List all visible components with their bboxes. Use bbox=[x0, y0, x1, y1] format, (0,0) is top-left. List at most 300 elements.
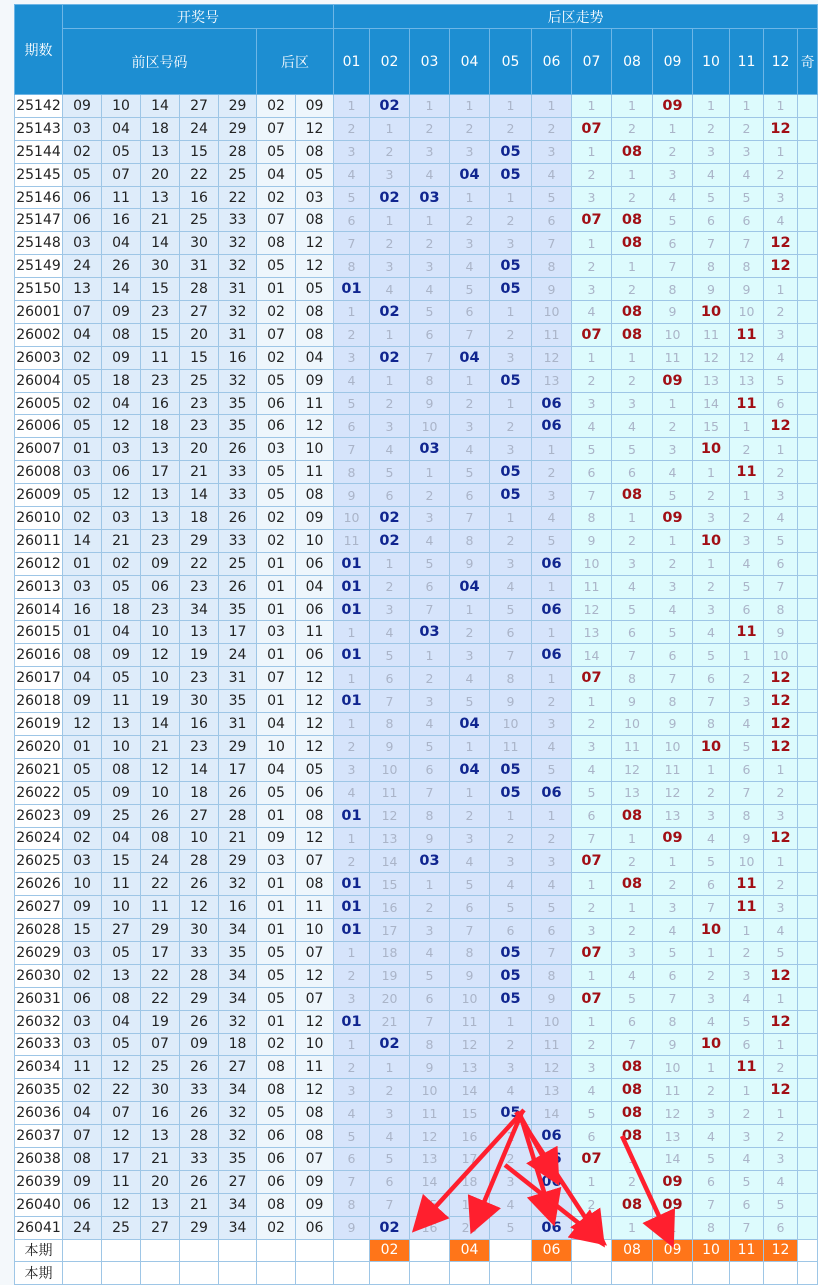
back-number: 04 bbox=[296, 575, 334, 598]
draw-row bbox=[15, 438, 818, 461]
front-number: 02 bbox=[63, 392, 102, 415]
issue-number: 26001 bbox=[15, 301, 63, 324]
trend-miss-count: 1 bbox=[490, 392, 532, 415]
trend-miss-count: 5 bbox=[730, 735, 764, 758]
trend-miss-count: 3 bbox=[450, 415, 490, 438]
trend-miss-count: 2 bbox=[410, 667, 450, 690]
current-empty-cell bbox=[296, 1239, 334, 1262]
front-number: 09 bbox=[63, 95, 102, 118]
trend-miss-count: 8 bbox=[532, 255, 572, 278]
trend-col-header: 04 bbox=[450, 29, 490, 95]
front-number: 02 bbox=[63, 507, 102, 530]
trend-hit-number: 12 bbox=[764, 232, 798, 255]
front-number: 31 bbox=[219, 667, 257, 690]
draw-header: 开奖号 bbox=[63, 5, 334, 29]
trend-miss-count: 14 bbox=[410, 1170, 450, 1193]
trend-hit-number: 01 bbox=[334, 552, 370, 575]
trend-extra-cell bbox=[798, 781, 818, 804]
trend-miss-count: 2 bbox=[764, 461, 798, 484]
back-number: 06 bbox=[296, 1216, 334, 1239]
trend-miss-count: 1 bbox=[532, 575, 572, 598]
trend-miss-count: 2 bbox=[730, 667, 764, 690]
trend-miss-count: 5 bbox=[410, 735, 450, 758]
next-empty-cell bbox=[612, 1262, 653, 1285]
issue-number: 26029 bbox=[15, 941, 63, 964]
trend-miss-count: 7 bbox=[612, 644, 653, 667]
front-number: 23 bbox=[141, 529, 180, 552]
trend-miss-count: 11 bbox=[693, 323, 730, 346]
trend-miss-count: 5 bbox=[653, 484, 693, 507]
trend-miss-count: 2 bbox=[410, 484, 450, 507]
draw-row bbox=[15, 117, 818, 140]
issue-number: 26005 bbox=[15, 392, 63, 415]
trend-miss-count: 5 bbox=[532, 186, 572, 209]
front-number: 04 bbox=[102, 1010, 141, 1033]
selected-pick-cell[interactable]: 12 bbox=[764, 1239, 798, 1262]
next-empty-cell bbox=[653, 1262, 693, 1285]
back-number: 06 bbox=[257, 392, 296, 415]
trend-miss-count: 5 bbox=[612, 598, 653, 621]
selected-pick-cell[interactable]: 04 bbox=[450, 1239, 490, 1262]
back-number: 02 bbox=[257, 301, 296, 324]
current-extra-cell bbox=[798, 1239, 818, 1262]
trend-miss-count: 19 bbox=[370, 964, 410, 987]
front-number: 11 bbox=[102, 873, 141, 896]
trend-hit-number: 09 bbox=[653, 1170, 693, 1193]
trend-miss-count: 1 bbox=[572, 1010, 612, 1033]
front-number: 13 bbox=[63, 278, 102, 301]
trend-miss-count: 18 bbox=[370, 941, 410, 964]
front-number: 20 bbox=[141, 1170, 180, 1193]
trend-miss-count: 6 bbox=[370, 1170, 410, 1193]
trend-hit-number: 08 bbox=[612, 873, 653, 896]
issue-number: 26038 bbox=[15, 1147, 63, 1170]
back-number: 12 bbox=[296, 667, 334, 690]
back-number: 08 bbox=[296, 1102, 334, 1125]
trend-miss-count: 3 bbox=[572, 919, 612, 942]
trend-miss-count: 11 bbox=[370, 781, 410, 804]
draw-row bbox=[15, 369, 818, 392]
front-number: 16 bbox=[102, 209, 141, 232]
front-number: 04 bbox=[102, 621, 141, 644]
front-number: 11 bbox=[102, 1170, 141, 1193]
trend-miss-count: 2 bbox=[334, 323, 370, 346]
trend-miss-count: 7 bbox=[730, 781, 764, 804]
front-number: 10 bbox=[63, 873, 102, 896]
trend-miss-count: 14 bbox=[653, 1147, 693, 1170]
trend-miss-count: 2 bbox=[450, 209, 490, 232]
issue-number: 26008 bbox=[15, 461, 63, 484]
trend-miss-count: 6 bbox=[572, 804, 612, 827]
trend-miss-count: 11 bbox=[653, 758, 693, 781]
trend-miss-count: 5 bbox=[410, 964, 450, 987]
trend-miss-count: 7 bbox=[450, 919, 490, 942]
draw-row bbox=[15, 323, 818, 346]
trend-extra-cell bbox=[798, 1147, 818, 1170]
trend-col-header: 10 bbox=[693, 29, 730, 95]
trend-miss-count: 7 bbox=[693, 896, 730, 919]
trend-miss-count: 3 bbox=[334, 758, 370, 781]
trend-extra-cell bbox=[798, 301, 818, 324]
trend-miss-count: 2 bbox=[693, 117, 730, 140]
front-number: 20 bbox=[180, 323, 219, 346]
front-number: 28 bbox=[180, 850, 219, 873]
front-number: 12 bbox=[102, 1193, 141, 1216]
back-number: 05 bbox=[257, 255, 296, 278]
trend-hit-number: 11 bbox=[730, 461, 764, 484]
trend-miss-count: 3 bbox=[612, 552, 653, 575]
back-number: 11 bbox=[296, 896, 334, 919]
front-number: 11 bbox=[63, 1056, 102, 1079]
trend-miss-count: 13 bbox=[730, 369, 764, 392]
trend-miss-count: 13 bbox=[532, 369, 572, 392]
trend-miss-count: 3 bbox=[410, 919, 450, 942]
front-number: 26 bbox=[219, 438, 257, 461]
trend-miss-count: 2 bbox=[334, 1056, 370, 1079]
trend-hit-number: 07 bbox=[572, 209, 612, 232]
trend-extra-cell bbox=[798, 1079, 818, 1102]
front-number: 15 bbox=[180, 346, 219, 369]
trend-hit-number: 05 bbox=[490, 255, 532, 278]
trend-miss-count: 5 bbox=[693, 1147, 730, 1170]
trend-miss-count: 4 bbox=[730, 552, 764, 575]
trend-extra-cell bbox=[798, 392, 818, 415]
next-empty-cell bbox=[219, 1262, 257, 1285]
draw-row bbox=[15, 758, 818, 781]
draw-row bbox=[15, 209, 818, 232]
front-number: 13 bbox=[141, 484, 180, 507]
trend-miss-count: 3 bbox=[370, 255, 410, 278]
issue-number: 26037 bbox=[15, 1125, 63, 1148]
front-number: 08 bbox=[102, 758, 141, 781]
front-number: 31 bbox=[219, 713, 257, 736]
draw-row bbox=[15, 140, 818, 163]
unselected-pick-cell[interactable] bbox=[334, 1239, 370, 1262]
trend-miss-count: 2 bbox=[490, 529, 532, 552]
trend-hit-number: 01 bbox=[334, 278, 370, 301]
back-number: 02 bbox=[257, 186, 296, 209]
front-number: 04 bbox=[102, 232, 141, 255]
trend-miss-count: 1 bbox=[370, 117, 410, 140]
front-number: 17 bbox=[102, 1147, 141, 1170]
trend-hit-number: 09 bbox=[653, 1193, 693, 1216]
trend-miss-count: 2 bbox=[410, 117, 450, 140]
trend-miss-count: 1 bbox=[490, 1010, 532, 1033]
trend-hit-number: 02 bbox=[370, 186, 410, 209]
trend-miss-count: 13 bbox=[653, 1125, 693, 1148]
front-number: 12 bbox=[141, 644, 180, 667]
front-number: 30 bbox=[180, 690, 219, 713]
trend-miss-count: 3 bbox=[532, 850, 572, 873]
trend-miss-count: 1 bbox=[572, 95, 612, 118]
trend-miss-count: 6 bbox=[334, 1147, 370, 1170]
selected-pick-cell[interactable]: 10 bbox=[693, 1239, 730, 1262]
front-number: 03 bbox=[63, 575, 102, 598]
trend-hit-number: 07 bbox=[572, 987, 612, 1010]
trend-miss-count: 1 bbox=[653, 529, 693, 552]
front-number: 14 bbox=[180, 758, 219, 781]
front-number: 02 bbox=[63, 1079, 102, 1102]
trend-miss-count: 4 bbox=[572, 758, 612, 781]
back-number: 01 bbox=[257, 644, 296, 667]
front-number: 11 bbox=[141, 896, 180, 919]
trend-miss-count: 3 bbox=[764, 323, 798, 346]
trend-miss-count: 7 bbox=[572, 484, 612, 507]
trend-miss-count: 4 bbox=[653, 598, 693, 621]
trend-miss-count: 8 bbox=[410, 804, 450, 827]
trend-miss-count: 4 bbox=[730, 1147, 764, 1170]
front-number: 21 bbox=[180, 1193, 219, 1216]
trend-miss-count: 2 bbox=[612, 186, 653, 209]
trend-miss-count: 1 bbox=[612, 1216, 653, 1239]
trend-miss-count: 8 bbox=[653, 278, 693, 301]
issue-number: 26003 bbox=[15, 346, 63, 369]
trend-miss-count: 2 bbox=[490, 1033, 532, 1056]
trend-miss-count: 3 bbox=[572, 392, 612, 415]
front-number: 08 bbox=[102, 987, 141, 1010]
front-number: 28 bbox=[180, 964, 219, 987]
front-number: 06 bbox=[63, 209, 102, 232]
trend-miss-count: 4 bbox=[730, 987, 764, 1010]
unselected-pick-cell[interactable] bbox=[572, 1239, 612, 1262]
front-number: 35 bbox=[219, 690, 257, 713]
trend-miss-count: 3 bbox=[410, 140, 450, 163]
unselected-pick-cell[interactable] bbox=[490, 1239, 532, 1262]
draw-row bbox=[15, 690, 818, 713]
trend-miss-count: 6 bbox=[693, 873, 730, 896]
next-empty-cell bbox=[572, 1262, 612, 1285]
trend-miss-count: 2 bbox=[410, 896, 450, 919]
trend-miss-count: 13 bbox=[653, 804, 693, 827]
front-number: 28 bbox=[219, 804, 257, 827]
front-number: 03 bbox=[63, 1033, 102, 1056]
issue-number: 26032 bbox=[15, 1010, 63, 1033]
draw-row bbox=[15, 552, 818, 575]
front-number: 18 bbox=[141, 117, 180, 140]
trend-miss-count: 6 bbox=[410, 323, 450, 346]
trend-hit-number: 08 bbox=[612, 1079, 653, 1102]
draw-row bbox=[15, 1147, 818, 1170]
front-number: 35 bbox=[219, 1147, 257, 1170]
back-number: 02 bbox=[257, 346, 296, 369]
trend-miss-count: 2 bbox=[764, 1056, 798, 1079]
trend-miss-count: 9 bbox=[730, 827, 764, 850]
trend-col-header: 03 bbox=[410, 29, 450, 95]
back-number: 06 bbox=[257, 1147, 296, 1170]
trend-miss-count: 5 bbox=[450, 278, 490, 301]
selected-pick-cell[interactable]: 06 bbox=[532, 1239, 572, 1262]
front-number: 18 bbox=[180, 781, 219, 804]
trend-miss-count: 15 bbox=[450, 1102, 490, 1125]
trend-miss-count: 1 bbox=[334, 301, 370, 324]
trend-miss-count: 11 bbox=[572, 575, 612, 598]
trend-miss-count: 3 bbox=[450, 827, 490, 850]
draw-row bbox=[15, 255, 818, 278]
trend-miss-count: 1 bbox=[612, 163, 653, 186]
trend-miss-count: 2 bbox=[334, 117, 370, 140]
trend-hit-number: 10 bbox=[693, 529, 730, 552]
issue-number: 26014 bbox=[15, 598, 63, 621]
front-number: 32 bbox=[219, 301, 257, 324]
front-number: 29 bbox=[180, 987, 219, 1010]
trend-extra-cell bbox=[798, 1056, 818, 1079]
trend-hit-number: 06 bbox=[532, 1125, 572, 1148]
trend-miss-count: 13 bbox=[693, 369, 730, 392]
trend-miss-count: 9 bbox=[334, 1216, 370, 1239]
trend-hit-number: 12 bbox=[764, 667, 798, 690]
front-number: 35 bbox=[219, 598, 257, 621]
back-number: 01 bbox=[257, 873, 296, 896]
back-number: 09 bbox=[296, 1170, 334, 1193]
front-number: 23 bbox=[141, 598, 180, 621]
trend-miss-count: 8 bbox=[490, 667, 532, 690]
trend-extra-cell bbox=[798, 964, 818, 987]
trend-miss-count: 5 bbox=[693, 186, 730, 209]
front-number: 08 bbox=[141, 827, 180, 850]
back-number: 12 bbox=[296, 117, 334, 140]
trend-miss-count: 3 bbox=[730, 140, 764, 163]
trend-miss-count: 1 bbox=[764, 278, 798, 301]
trend-miss-count: 14 bbox=[532, 1102, 572, 1125]
trend-miss-count: 2 bbox=[490, 415, 532, 438]
trend-miss-count: 2 bbox=[572, 163, 612, 186]
trend-miss-count: 10 bbox=[612, 713, 653, 736]
trend-miss-count: 3 bbox=[693, 140, 730, 163]
trend-miss-count: 6 bbox=[532, 919, 572, 942]
trend-hit-number: 05 bbox=[490, 1102, 532, 1125]
back-number: 05 bbox=[257, 964, 296, 987]
front-number: 17 bbox=[219, 621, 257, 644]
trend-miss-count: 9 bbox=[450, 552, 490, 575]
front-number: 16 bbox=[63, 598, 102, 621]
front-number: 05 bbox=[102, 941, 141, 964]
trend-miss-count: 2 bbox=[532, 690, 572, 713]
trend-miss-count: 3 bbox=[490, 552, 532, 575]
trend-miss-count: 3 bbox=[490, 346, 532, 369]
trend-miss-count: 2 bbox=[370, 1079, 410, 1102]
issue-number: 26024 bbox=[15, 827, 63, 850]
trend-miss-count: 2 bbox=[730, 1102, 764, 1125]
issue-number: 26019 bbox=[15, 713, 63, 736]
trend-extra-cell bbox=[798, 896, 818, 919]
front-number: 33 bbox=[180, 1079, 219, 1102]
back-number: 05 bbox=[257, 1102, 296, 1125]
back-number: 07 bbox=[257, 323, 296, 346]
trend-miss-count: 12 bbox=[653, 781, 693, 804]
back-number: 04 bbox=[257, 758, 296, 781]
trend-miss-count: 1 bbox=[334, 95, 370, 118]
trend-hit-number: 10 bbox=[693, 438, 730, 461]
back-number: 05 bbox=[296, 758, 334, 781]
trend-miss-count: 2 bbox=[612, 369, 653, 392]
back-number: 02 bbox=[257, 529, 296, 552]
trend-miss-count: 5 bbox=[490, 896, 532, 919]
trend-hit-number: 10 bbox=[693, 1033, 730, 1056]
trend-hit-number: 05 bbox=[490, 484, 532, 507]
trend-miss-count: 1 bbox=[730, 415, 764, 438]
front-number: 02 bbox=[63, 964, 102, 987]
trend-miss-count: 1 bbox=[764, 987, 798, 1010]
trend-miss-count: 2 bbox=[572, 896, 612, 919]
back-number: 08 bbox=[296, 140, 334, 163]
front-number: 01 bbox=[63, 735, 102, 758]
trend-miss-count: 3 bbox=[450, 644, 490, 667]
trend-miss-count: 4 bbox=[764, 507, 798, 530]
trend-miss-count: 4 bbox=[693, 1010, 730, 1033]
front-number: 07 bbox=[102, 1102, 141, 1125]
trend-miss-count: 5 bbox=[532, 529, 572, 552]
trend-miss-count: 4 bbox=[490, 1079, 532, 1102]
trend-miss-count: 4 bbox=[532, 163, 572, 186]
trend-hit-number: 11 bbox=[730, 621, 764, 644]
trend-hit-number: 12 bbox=[764, 964, 798, 987]
trend-miss-count: 6 bbox=[730, 1033, 764, 1056]
trend-miss-count: 4 bbox=[730, 713, 764, 736]
trend-miss-count: 3 bbox=[370, 163, 410, 186]
trend-miss-count: 1 bbox=[410, 873, 450, 896]
front-number: 18 bbox=[102, 369, 141, 392]
trend-miss-count: 6 bbox=[693, 1170, 730, 1193]
draw-row bbox=[15, 667, 818, 690]
trend-miss-count: 11 bbox=[612, 735, 653, 758]
trend-miss-count: 7 bbox=[490, 644, 532, 667]
trend-hit-number: 12 bbox=[764, 735, 798, 758]
draw-row bbox=[15, 644, 818, 667]
trend-miss-count: 7 bbox=[334, 438, 370, 461]
trend-miss-count: 1 bbox=[450, 369, 490, 392]
back-number: 05 bbox=[257, 369, 296, 392]
trend-miss-count: 3 bbox=[764, 484, 798, 507]
back-number: 05 bbox=[257, 781, 296, 804]
trend-hit-number: 01 bbox=[334, 575, 370, 598]
trend-hit-number: 12 bbox=[764, 255, 798, 278]
front-number: 29 bbox=[180, 1216, 219, 1239]
trend-extra-cell bbox=[798, 1010, 818, 1033]
trend-miss-count: 10 bbox=[334, 507, 370, 530]
trend-hit-number: 02 bbox=[370, 95, 410, 118]
trend-extra-cell bbox=[798, 186, 818, 209]
trend-extra-cell bbox=[798, 713, 818, 736]
front-number: 05 bbox=[63, 781, 102, 804]
back-number: 08 bbox=[296, 1125, 334, 1148]
trend-miss-count: 5 bbox=[450, 873, 490, 896]
front-number: 13 bbox=[141, 186, 180, 209]
selected-pick-cell[interactable]: 02 bbox=[370, 1239, 410, 1262]
draw-row bbox=[15, 163, 818, 186]
trend-miss-count: 4 bbox=[532, 735, 572, 758]
front-number: 23 bbox=[141, 369, 180, 392]
trend-hit-number: 05 bbox=[490, 163, 532, 186]
front-number: 08 bbox=[63, 644, 102, 667]
selected-pick-cell[interactable]: 09 bbox=[653, 1239, 693, 1262]
trend-miss-count: 3 bbox=[730, 529, 764, 552]
back-number: 11 bbox=[296, 1056, 334, 1079]
unselected-pick-cell[interactable] bbox=[410, 1239, 450, 1262]
selected-pick-cell[interactable]: 08 bbox=[612, 1239, 653, 1262]
front-number: 10 bbox=[102, 896, 141, 919]
front-number: 09 bbox=[63, 804, 102, 827]
issue-number: 26028 bbox=[15, 919, 63, 942]
trend-miss-count: 6 bbox=[490, 621, 532, 644]
trend-miss-count: 2 bbox=[653, 552, 693, 575]
trend-miss-count: 1 bbox=[490, 507, 532, 530]
trend-miss-count: 10 bbox=[410, 415, 450, 438]
selected-pick-cell[interactable]: 11 bbox=[730, 1239, 764, 1262]
trend-miss-count: 5 bbox=[450, 690, 490, 713]
trend-miss-count: 5 bbox=[764, 529, 798, 552]
front-number: 24 bbox=[180, 117, 219, 140]
trend-miss-count: 3 bbox=[410, 507, 450, 530]
